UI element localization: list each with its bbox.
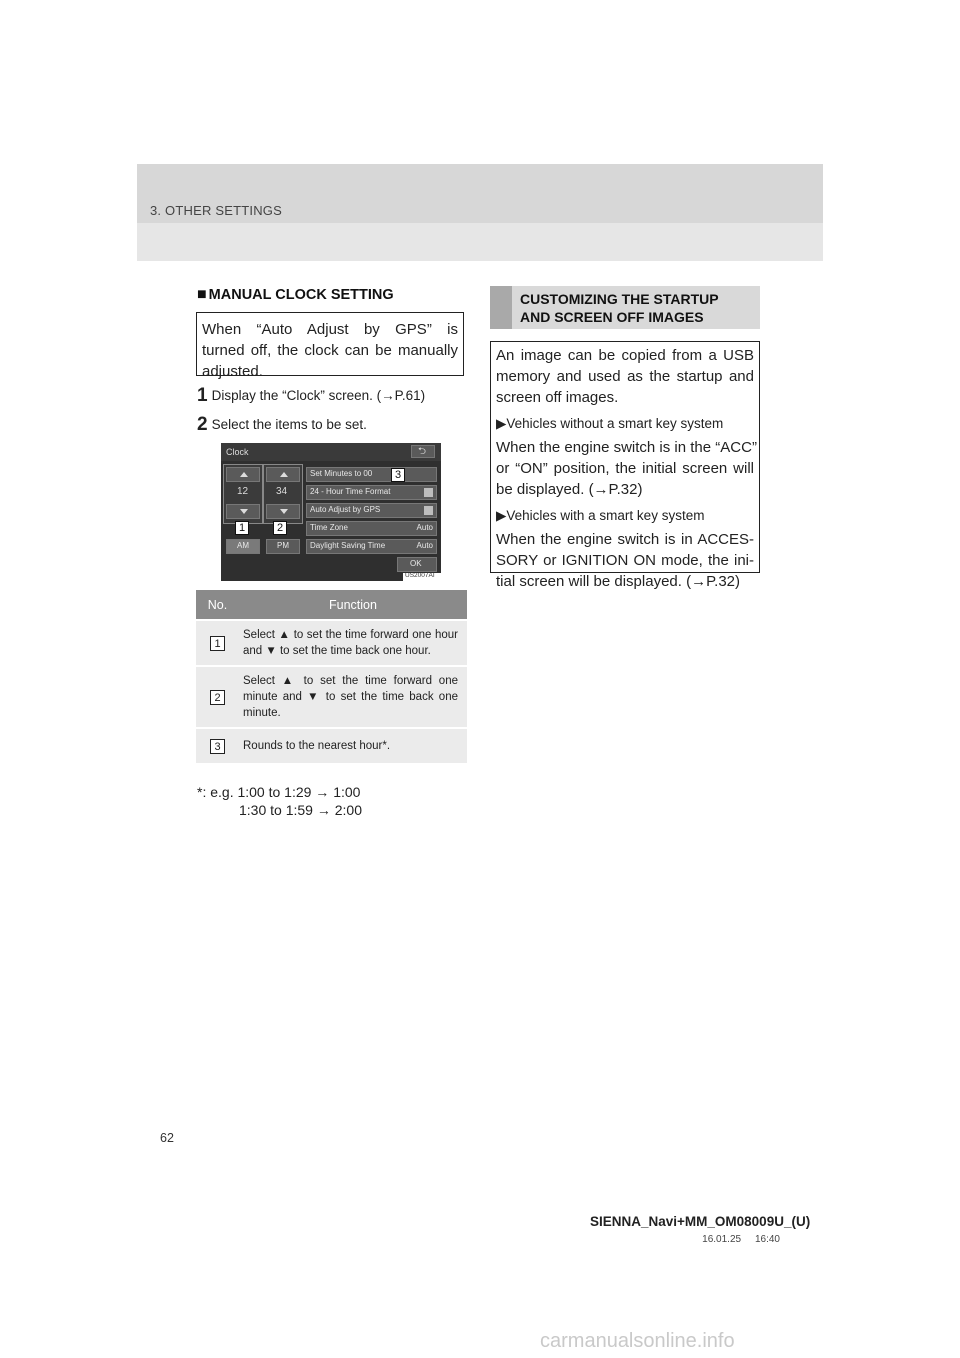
up-arrow-icon	[280, 472, 288, 477]
row-function: Select ▲ to set the time forward one hour and ▼ to set the time back one hour.	[239, 620, 467, 666]
24-hour-format-button[interactable]: 24 - Hour Time Format	[306, 485, 437, 500]
watermark: carmanualsonline.info	[540, 1330, 735, 1352]
heading-line: AND SCREEN OFF IMAGES	[520, 309, 704, 325]
minute-value: 34	[276, 486, 288, 497]
step-1	[197, 385, 425, 407]
heading-square-icon: ■	[197, 286, 207, 303]
col-function-header: Function	[239, 590, 467, 620]
col-no-header: No.	[196, 590, 239, 620]
time-zone-button[interactable]: Time Zone Auto	[306, 521, 437, 536]
document-id: SIENNA_Navi+MM_OM08009U_(U)	[590, 1214, 811, 1229]
pm-button[interactable]: PM	[266, 539, 300, 554]
hour-down-button[interactable]	[226, 504, 260, 519]
checkbox-icon	[424, 488, 433, 497]
body-line: be displayed. (→P.32)	[496, 481, 643, 498]
step-text: Display the “Clock” screen. (→P.61)	[211, 388, 426, 403]
step-number: 2	[197, 414, 208, 435]
table-row	[196, 666, 467, 728]
intro-line: memory and used as the startup and	[496, 368, 754, 385]
auto-adjust-gps-button[interactable]: Auto Adjust by GPS	[306, 503, 437, 518]
body-line: SORY or IGNITION ON mode, the ini-	[496, 552, 754, 569]
heading-line: CUSTOMIZING THE STARTUP	[520, 291, 719, 307]
document-date: 16.01.25 16:40	[702, 1234, 780, 1245]
down-arrow-icon	[280, 509, 288, 514]
footnote-line: 1:30 to 1:59 → 2:00	[239, 802, 362, 818]
heading-bar	[490, 286, 512, 329]
body-line: When the engine switch is in the “ACC”	[496, 439, 757, 456]
page-number: 62	[160, 1131, 174, 1145]
customizing-heading	[490, 286, 760, 329]
footnote	[197, 783, 362, 819]
row-number: 1	[210, 636, 225, 651]
manual-clock-heading	[197, 286, 394, 304]
note-line: adjusted.	[202, 363, 263, 380]
hour-up-button[interactable]	[226, 467, 260, 482]
customizing-box	[490, 341, 760, 590]
row-function: Rounds to the nearest hour*.	[239, 728, 467, 763]
row-function: Select ▲ to set the time forward one minute and ▼ to set the time back one minute.	[239, 666, 467, 728]
footnote-line: *: e.g. 1:00 to 1:29 → 1:00	[197, 784, 361, 800]
minute-down-button[interactable]	[266, 504, 300, 519]
step-number: 1	[197, 385, 208, 406]
body-line: tial screen will be displayed. (→P.32)	[496, 573, 741, 590]
section-label: 3. OTHER SETTINGS	[150, 203, 282, 218]
row-number: 3	[210, 739, 225, 754]
body-line: When the engine switch is in ACCES-	[496, 531, 754, 548]
minute-up-button[interactable]	[266, 467, 300, 482]
table-header-row	[196, 590, 467, 620]
hour-value: 12	[237, 486, 249, 497]
screen-titlebar	[221, 443, 441, 461]
callout-3: 3	[391, 468, 405, 482]
table-row	[196, 620, 467, 666]
step-text: Select the items to be set.	[211, 417, 367, 432]
back-arrow-icon: ⮌	[418, 446, 427, 457]
note-line: turned off, the clock can be manually	[202, 342, 458, 359]
table-row	[196, 728, 467, 763]
image-code-box: US2007AI	[403, 573, 441, 581]
ok-button[interactable]: OK	[397, 557, 437, 572]
callout-2: 2	[273, 521, 287, 535]
row-number: 2	[210, 690, 225, 705]
heading-text: MANUAL CLOCK SETTING	[208, 287, 394, 303]
up-arrow-icon	[240, 472, 248, 477]
step-2	[197, 414, 367, 436]
bullet-heading: ▶Vehicles with a smart key system	[496, 508, 705, 523]
screen-title: Clock	[226, 447, 249, 457]
down-arrow-icon	[240, 509, 248, 514]
function-table	[196, 590, 467, 763]
back-button[interactable]	[411, 445, 435, 458]
checkbox-icon	[424, 506, 433, 515]
note-line: When “Auto Adjust by GPS” is	[202, 321, 458, 338]
clock-screen-image	[221, 443, 441, 581]
intro-line: An image can be copied from a USB	[496, 347, 754, 364]
note-box	[196, 312, 464, 380]
daylight-saving-button[interactable]: Daylight Saving Time Auto	[306, 539, 437, 554]
bullet-heading: ▶Vehicles without a smart key system	[496, 416, 724, 431]
set-minutes-button[interactable]: Set Minutes to 00	[306, 467, 437, 482]
callout-1: 1	[235, 521, 249, 535]
intro-line: screen off images.	[496, 389, 619, 406]
am-button[interactable]: AM	[226, 539, 260, 554]
body-line: or “ON” position, the initial screen will	[496, 460, 754, 477]
